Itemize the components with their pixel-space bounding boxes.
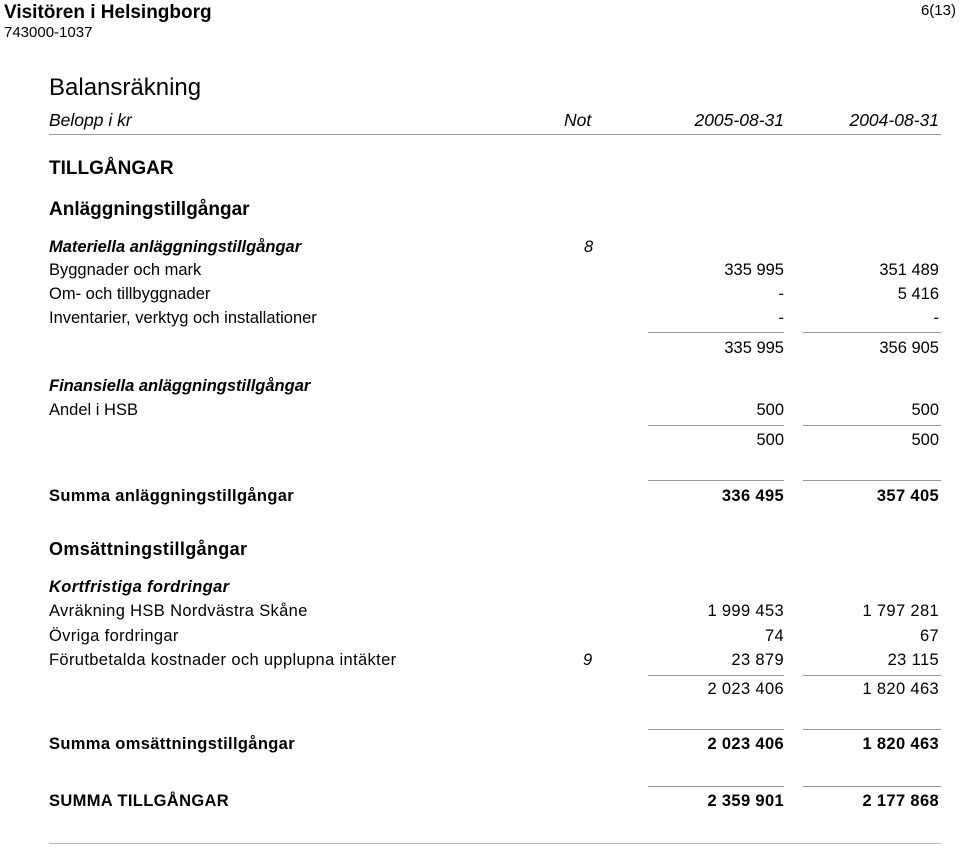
organization-name: Visitören i Helsingborg bbox=[4, 2, 212, 23]
subtotal-divider bbox=[803, 332, 941, 333]
total-divider bbox=[803, 729, 941, 730]
subtotal-row bbox=[0, 339, 960, 363]
subtotal-value-previous: 1 820 463 bbox=[862, 680, 939, 698]
grand-total-value-current: 2 359 901 bbox=[707, 792, 784, 810]
row-value-previous: 5 416 bbox=[897, 285, 939, 303]
subtotal-value-previous: 500 bbox=[911, 431, 939, 449]
subtotal-divider bbox=[648, 675, 784, 676]
row-value-previous: 67 bbox=[919, 627, 939, 645]
table-row bbox=[0, 261, 960, 285]
group-heading-financial bbox=[0, 377, 960, 401]
row-label: Förutbetalda kostnader och upplupna intäkter bbox=[49, 651, 397, 669]
header-divider bbox=[49, 134, 941, 135]
group-heading-tangible bbox=[0, 238, 960, 262]
row-value-previous: - bbox=[933, 309, 939, 327]
total-label: Summa anläggningstillgångar bbox=[49, 487, 295, 505]
row-value-previous: 500 bbox=[911, 401, 939, 419]
organization-number: 743000-1037 bbox=[4, 24, 93, 41]
grand-total-divider bbox=[803, 786, 941, 787]
total-divider bbox=[803, 480, 941, 481]
subtotal-value-current: 335 995 bbox=[724, 339, 784, 357]
subtotal-value-previous: 356 905 bbox=[879, 339, 939, 357]
section-heading-current-assets: Omsättningstillgångar bbox=[49, 539, 248, 559]
page-number: 6(13) bbox=[920, 2, 956, 19]
total-value-previous: 357 405 bbox=[876, 487, 939, 505]
section-heading-fixed-assets: Anläggningstillgångar bbox=[49, 199, 250, 220]
table-row bbox=[0, 285, 960, 309]
table-row bbox=[0, 627, 960, 651]
row-value-previous: 1 797 281 bbox=[862, 602, 939, 620]
row-value-previous: 23 115 bbox=[887, 651, 939, 669]
grand-total-label: SUMMA TILLGÅNGAR bbox=[49, 792, 230, 810]
subtotal-row bbox=[0, 431, 960, 455]
row-label: Avräkning HSB Nordvästra Skåne bbox=[49, 602, 308, 620]
row-value-current: - bbox=[778, 285, 784, 303]
row-value-current: - bbox=[778, 309, 784, 327]
row-value-current: 335 995 bbox=[724, 261, 784, 279]
total-row-current-assets bbox=[0, 735, 960, 759]
total-divider bbox=[648, 729, 784, 730]
group-heading-label: Materiella anläggningstillgångar bbox=[49, 238, 302, 256]
row-value-current: 1 999 453 bbox=[707, 602, 784, 620]
row-label: Andel i HSB bbox=[49, 401, 138, 419]
subtotal-divider bbox=[803, 675, 941, 676]
group-heading-label: Kortfristiga fordringar bbox=[49, 578, 230, 596]
column-header-current-year: 2005-08-31 bbox=[694, 110, 784, 130]
subtotal-divider bbox=[803, 425, 941, 426]
note-reference: 8 bbox=[584, 238, 594, 256]
column-header-previous-year: 2004-08-31 bbox=[849, 110, 939, 130]
column-header-note: Not bbox=[564, 110, 592, 130]
subtotal-value-current: 500 bbox=[756, 431, 784, 449]
total-value-current: 2 023 406 bbox=[707, 735, 784, 753]
bottom-rule bbox=[49, 843, 941, 844]
row-label: Om- och tillbyggnader bbox=[49, 285, 211, 303]
column-header-amount: Belopp i kr bbox=[49, 110, 132, 130]
section-heading-assets: TILLGÅNGAR bbox=[49, 158, 174, 179]
group-heading-receivables bbox=[0, 578, 960, 602]
note-reference: 9 bbox=[583, 651, 593, 669]
total-divider bbox=[648, 480, 784, 481]
row-label: Inventarier, verktyg och installationer bbox=[49, 309, 317, 327]
grand-total-row bbox=[0, 792, 960, 816]
subtotal-row bbox=[0, 680, 960, 704]
total-value-previous: 1 820 463 bbox=[862, 735, 939, 753]
total-row-fixed-assets bbox=[0, 487, 960, 511]
subtotal-divider bbox=[648, 425, 784, 426]
total-label: Summa omsättningstillgångar bbox=[49, 735, 295, 753]
row-label: Övriga fordringar bbox=[49, 627, 179, 645]
total-value-current: 336 495 bbox=[721, 487, 784, 505]
row-label: Byggnader och mark bbox=[49, 261, 202, 279]
grand-total-divider bbox=[648, 786, 784, 787]
row-value-current: 23 879 bbox=[731, 651, 784, 669]
table-row bbox=[0, 401, 960, 425]
row-value-current: 500 bbox=[756, 401, 784, 419]
group-heading-label: Finansiella anläggningstillgångar bbox=[49, 377, 311, 395]
document-title: Balansräkning bbox=[49, 74, 202, 101]
row-value-current: 74 bbox=[764, 627, 784, 645]
subtotal-divider bbox=[648, 332, 784, 333]
table-row bbox=[0, 651, 960, 675]
table-row bbox=[0, 602, 960, 626]
subtotal-value-current: 2 023 406 bbox=[707, 680, 784, 698]
row-value-previous: 351 489 bbox=[879, 261, 939, 279]
grand-total-value-previous: 2 177 868 bbox=[862, 792, 939, 810]
table-row bbox=[0, 309, 960, 333]
